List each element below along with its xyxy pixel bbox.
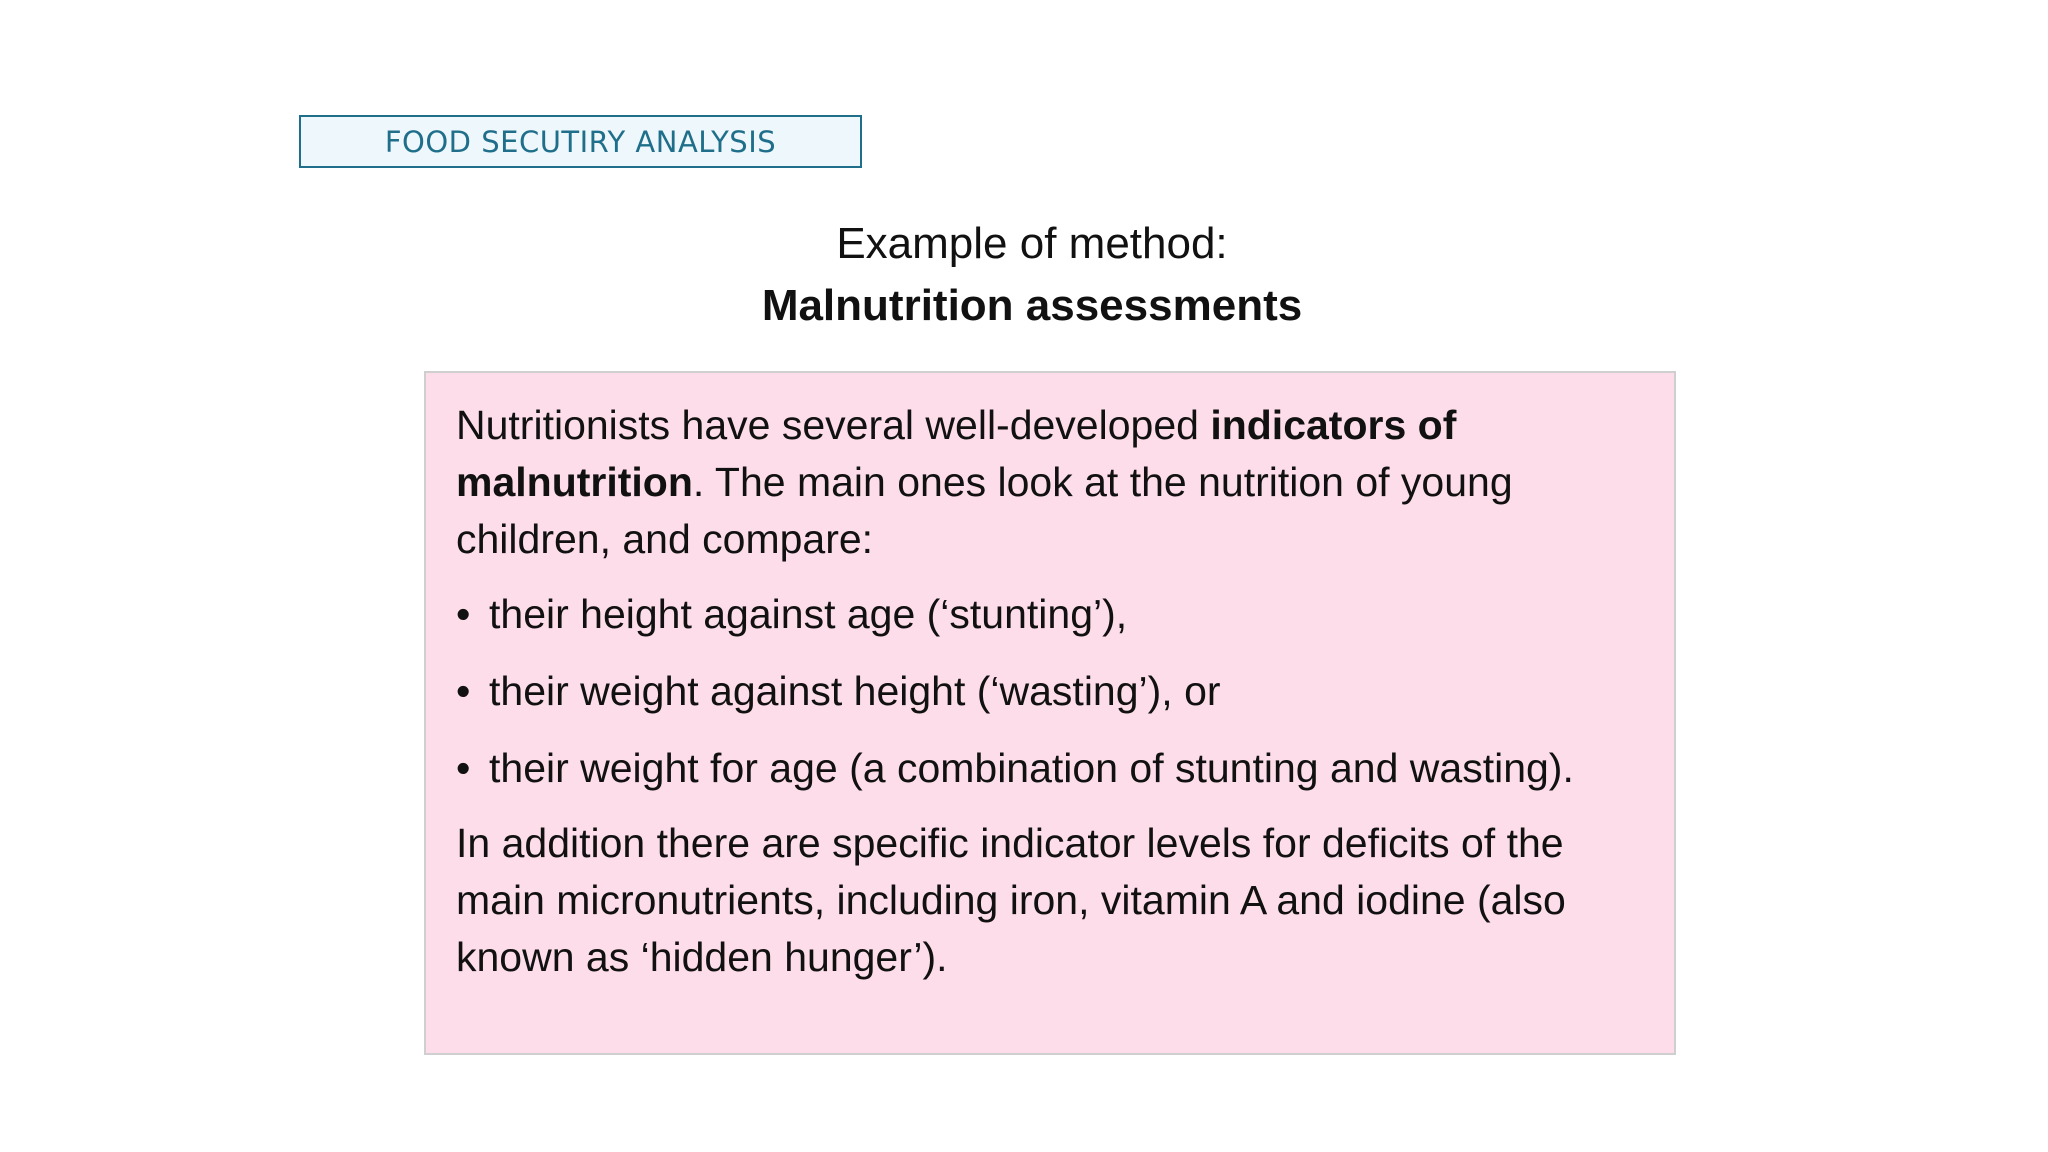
- closing-paragraph: In addition there are specific indicator levels for deficits of the main micronutrients, including iron, vitamin A and iodine (also known as ‘hidden hunger’).: [456, 820, 1566, 980]
- bullet-list: [456, 586, 1646, 797]
- title-line-1: Example of method:: [836, 219, 1228, 268]
- intro-text-end: . The main ones look at the nutrition of young children, and compare:: [456, 459, 1513, 562]
- content-box: [424, 371, 1676, 1055]
- intro-text-start: Nutritionists have several well-developed: [456, 402, 1211, 448]
- bullet-icon: •: [456, 668, 471, 714]
- list-item: [456, 586, 1646, 643]
- section-tag: [299, 115, 862, 168]
- intro-text-bold: indicators of malnutrition: [456, 402, 1457, 505]
- list-item: [456, 663, 1646, 720]
- bullet-text: their height against age (‘stunting’),: [489, 591, 1128, 637]
- intro-paragraph: [456, 397, 1646, 568]
- bullet-text: their weight for age (a combination of stunting and wasting).: [489, 745, 1574, 791]
- bullet-text: their weight against height (‘wasting’), or: [489, 668, 1221, 714]
- slide-title: [0, 213, 2048, 337]
- section-tag-label: FOOD SECUTIRY ANALYSIS: [384, 124, 777, 159]
- list-item: [456, 740, 1646, 797]
- title-line-2: Malnutrition assessments: [761, 281, 1303, 330]
- bullet-icon: •: [456, 745, 471, 791]
- bullet-icon: •: [456, 591, 471, 637]
